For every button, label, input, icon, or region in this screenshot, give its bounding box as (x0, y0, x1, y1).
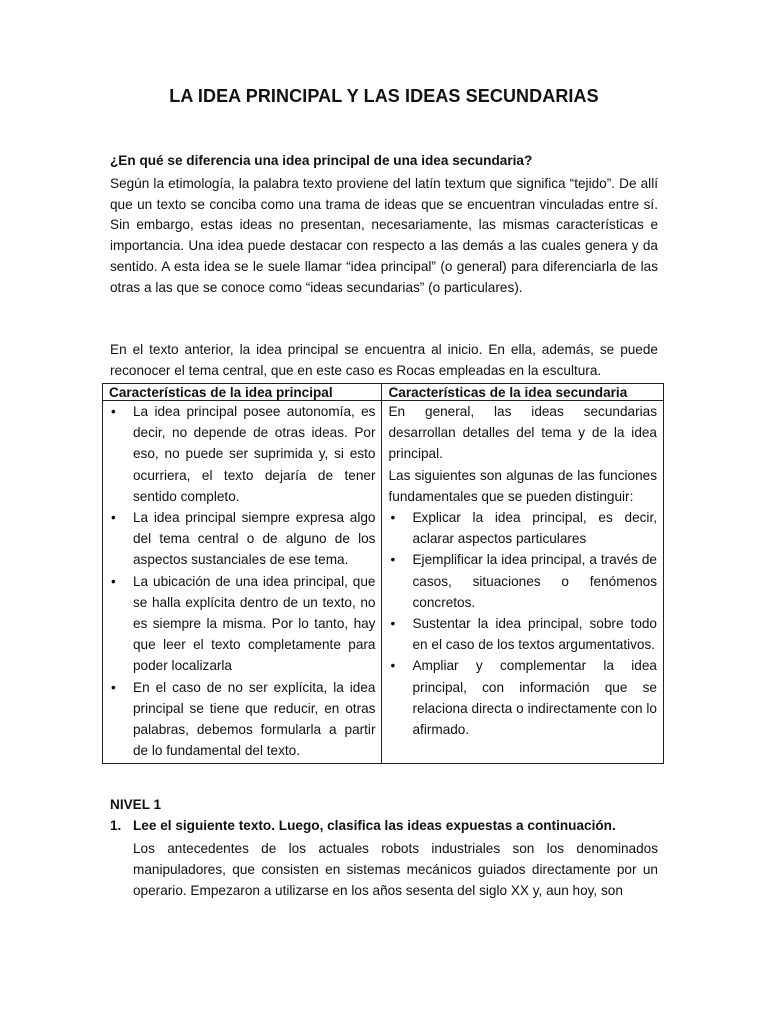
bullet-icon: • (111, 679, 116, 695)
secondary-ideas-cell (382, 401, 664, 764)
list-item (388, 655, 657, 740)
list-item (109, 401, 375, 507)
secondary-functions-list (388, 507, 657, 740)
bullet-icon: • (390, 658, 396, 674)
secondary-intro-text: En general, las ideas secundarias desarrollan detalles del tema y de la idea principal. (388, 404, 657, 462)
main-idea-list (109, 401, 375, 761)
list-item (388, 549, 657, 613)
list-item-text: Sustentar la idea principal, sobre todo en el caso de los textos argumentativos. (412, 616, 657, 653)
bullet-icon: • (390, 616, 396, 632)
main-idea-cell (103, 401, 382, 764)
bullet-icon: • (111, 573, 116, 589)
bullet-icon: • (111, 404, 116, 419)
table-header-secondary-ideas: Características de la idea secundaria (382, 384, 664, 401)
list-item (109, 507, 375, 571)
list-item-text: La idea principal posee autonomía, es decir, no depende de otras ideas. Por eso, no puede ser suprimida y, si esto ocurriera, el texto dejaría de tener sentido completo. (133, 404, 376, 504)
characteristics-table (102, 383, 664, 764)
exercise-instruction: Lee el siguiente texto. Luego, clasifica las ideas expuestas a continuación. (133, 818, 616, 833)
second-paragraph: En el texto anterior, la idea principal se encuentra al inicio. En ella, además, se puede reconocer el tema central, que en este caso es Rocas empleadas en la escultura. (110, 342, 658, 378)
page-title: LA IDEA PRINCIPAL Y LAS IDEAS SECUNDARIAS (169, 86, 599, 106)
list-item (388, 613, 657, 655)
list-item-text: En el caso de no ser explícita, la idea principal se tiene que reducir, en otras palabras, debemos formularla a partir de lo fundamental del texto. (133, 679, 376, 759)
list-item (388, 507, 657, 549)
table-header-main-idea: Características de la idea principal (103, 384, 382, 401)
bullet-icon: • (390, 552, 396, 568)
list-item-text: La idea principal siempre expresa algo del tema central o de alguno de los aspectos sustanciales de ese tema. (133, 510, 376, 568)
level-heading: NIVEL 1 (110, 797, 162, 812)
list-item (109, 571, 375, 677)
secondary-functions-text: Las siguientes son algunas de las funciones fundamentales que se pueden distinguir: (388, 467, 657, 504)
list-item-text: Explicar la idea principal, es decir, aclarar aspectos particulares (412, 510, 657, 547)
intro-paragraph: Según la etimología, la palabra texto proviene del latín textum que significa “tejido”. De allí que un texto se conciba como una trama de ideas que se encuentran vinculadas entre sí. Sin embargo, estas ideas no presentan, necesariamente, las mismas características e importancia. Una idea puede destacar con respecto a las demás a las cuales genera y da sentido. A esta idea se le suele llamar “idea principal” (o general) para diferenciarla de las otras a las que se conoce como “ideas secundarias” (o particulares). (110, 176, 658, 295)
exercise-number: 1. (110, 818, 122, 833)
bullet-icon: • (111, 510, 116, 526)
exercise-text: Los antecedentes de los actuales robots industriales son los denominados manipuladores, que consisten en sistemas mecánicos guiados directamente por un operario. Empezaron a utilizarse en los años sesenta del siglo XX y, aun hoy, son (133, 841, 658, 899)
list-item-text: Ampliar y complementar la idea principal, con información que se relaciona directa o indirectamente con lo afirmado. (412, 658, 657, 738)
bullet-icon: • (390, 510, 396, 526)
list-item-text: Ejemplificar la idea principal, a través de casos, situaciones o fenómenos concretos. (412, 552, 657, 610)
list-item (109, 677, 375, 762)
list-item-text: La ubicación de una idea principal, que se halla explícita dentro de un texto, no es siempre la misma. Por lo tanto, hay que leer el texto completamente para poder localizarla (133, 573, 376, 674)
question-heading: ¿En qué se diferencia una idea principal de una idea secundaria? (110, 153, 533, 168)
